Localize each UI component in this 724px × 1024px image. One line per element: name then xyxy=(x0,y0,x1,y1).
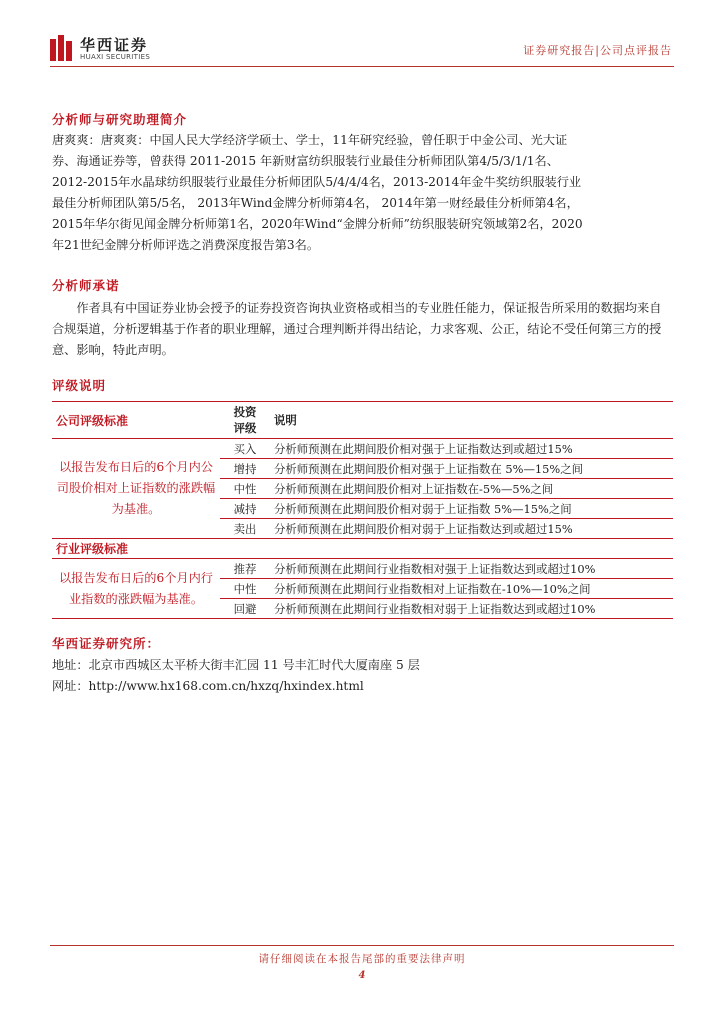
rating-section-title: 评级说明 xyxy=(52,378,107,393)
institute-section xyxy=(52,634,672,697)
page-header xyxy=(0,0,724,70)
commitment-section-title: 分析师承诺 xyxy=(52,278,120,293)
logo-english-name: HUAXI SECURITIES xyxy=(80,53,151,61)
analyst-bio-line: 券、海通证券等，曾获得 2011-2015 年新财富纺织服装行业最佳分析师团队第4/5/3/1/1名、 xyxy=(52,154,559,168)
table-row xyxy=(52,559,673,579)
rating-desc: 分析师预测在此期间股价相对强于上证指数在 5%—15%之间 xyxy=(270,459,673,479)
analyst-section-title: 分析师与研究助理简介 xyxy=(52,112,188,127)
grade-header-line1: 投资 xyxy=(233,405,257,419)
analyst-bio-line: 2015年华尔街见闻金牌分析师第1名，2020年Wind“金牌分析师”纺织服装研究领域第2名，2020 xyxy=(52,217,583,231)
rating-desc: 分析师预测在此期间股价相对强于上证指数达到或超过15% xyxy=(270,439,673,459)
rating-table xyxy=(52,401,673,619)
industry-header-row xyxy=(52,539,673,559)
rating-desc: 分析师预测在此期间股价相对弱于上证指数达到或超过15% xyxy=(274,521,573,536)
rating-desc: 分析师预测在此期间行业指数相对上证指数在-10%—10%之间 xyxy=(270,579,673,599)
logo-chinese-name: 华西证券 xyxy=(80,36,149,54)
grade-column-header xyxy=(220,402,270,439)
rating-grade: 卖出 xyxy=(233,521,257,536)
grade-header-line2: 评级 xyxy=(233,421,257,435)
rating-section-title-wrap xyxy=(52,376,672,394)
analyst-section xyxy=(52,110,672,256)
report-type-label: 证券研究报告|公司点评报告 xyxy=(523,44,672,57)
legal-notice: 请仔细阅读在本报告尾部的重要法律声明 xyxy=(258,953,466,965)
rating-desc: 分析师预测在此期间股价相对弱于上证指数 5%—15%之间 xyxy=(270,499,673,519)
analyst-bio-line: 年21世纪金牌分析师评选之消费深度报告第3名。 xyxy=(52,238,320,252)
rating-grade: 中性 xyxy=(220,479,270,499)
page-number: 4 xyxy=(358,970,366,981)
desc-column-header: 说明 xyxy=(274,413,297,427)
rating-grade: 推荐 xyxy=(220,559,270,579)
company-rating-header: 公司评级标准 xyxy=(56,413,129,428)
commitment-text: 作者具有中国证券业协会授予的证券投资咨询执业资格或相当的专业胜任能力，保证报告所采用的数据均来自合规渠道，分析逻辑基于作者的职业理解，通过合理判断并得出结论，力求客观、公正，结论不受任何第三方的授意、影响，特此声明。 xyxy=(52,301,662,357)
institute-title: 华西证券研究所： xyxy=(52,636,161,651)
analyst-bio-line: 最佳分析师团队第5/5名， 2013年Wind金牌分析师第4名， 2014年第一财经最佳分析师第4名， xyxy=(52,196,579,210)
analyst-bio-line: 唐爽爽：唐爽爽：中国人民大学经济学硕士、学士，11年研究经验，曾任职于中金公司、光大证 xyxy=(52,133,568,147)
analyst-bio xyxy=(52,130,672,256)
rating-desc: 分析师预测在此期间行业指数相对强于上证指数达到或超过10% xyxy=(270,559,673,579)
rating-desc: 分析师预测在此期间股价相对上证指数在-5%—5%之间 xyxy=(270,479,673,499)
table-row xyxy=(52,439,673,459)
institute-address: 地址：北京市西城区太平桥大街丰汇园 11 号丰汇时代大厦南座 5 层 xyxy=(52,658,420,672)
header-divider xyxy=(50,66,674,67)
rating-table-header xyxy=(52,402,673,439)
rating-grade: 增持 xyxy=(220,459,270,479)
rating-grade: 回避 xyxy=(233,601,257,616)
rating-grade: 买入 xyxy=(220,439,270,459)
huaxi-logo-icon xyxy=(50,35,72,61)
footer-divider xyxy=(50,945,674,946)
institute-website[interactable]: 网址：http://www.hx168.com.cn/hxzq/hxindex.html xyxy=(52,679,364,693)
company-rating-basis: 以报告发布日后的6个月内公司股价相对上证指数的涨跌幅为基准。 xyxy=(56,460,216,516)
industry-rating-header: 行业评级标准 xyxy=(56,542,129,556)
rating-desc: 分析师预测在此期间行业指数相对弱于上证指数达到或超过10% xyxy=(274,601,596,616)
rating-grade: 减持 xyxy=(220,499,270,519)
industry-rating-basis: 以报告发布日后的6个月内行业指数的涨跌幅为基准。 xyxy=(58,570,213,606)
rating-grade: 中性 xyxy=(220,579,270,599)
analyst-bio-line: 2012-2015年水晶球纺织服装行业最佳分析师团队5/4/4/4名，2013-2014年金牛奖纺织服装行业 xyxy=(52,175,582,189)
commitment-section xyxy=(52,276,672,361)
